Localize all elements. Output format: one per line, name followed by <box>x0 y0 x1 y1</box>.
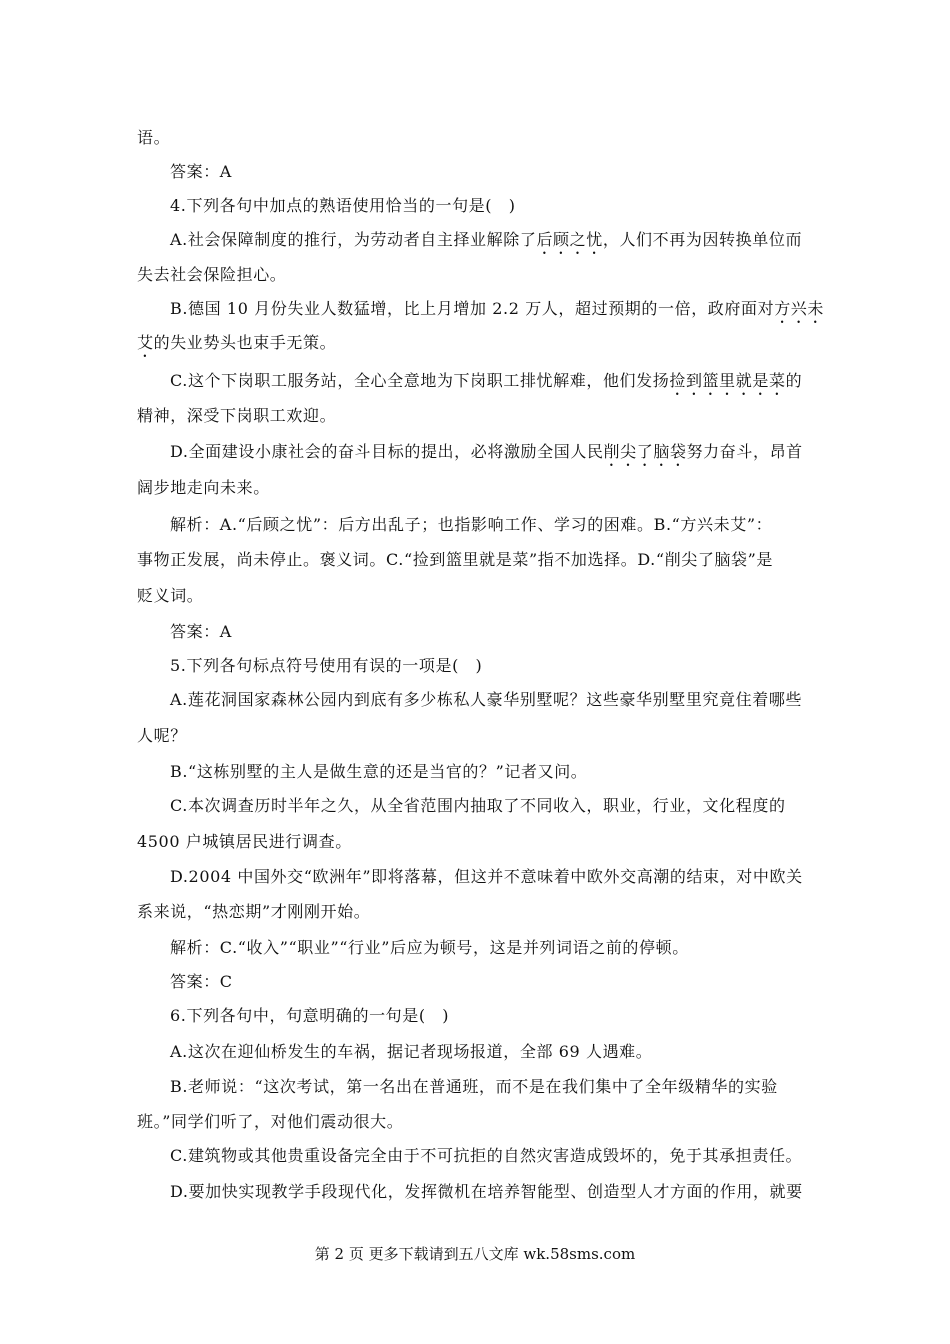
text-line <box>170 795 817 817</box>
text-line <box>137 264 817 286</box>
text-segment: 贬义词。 <box>137 586 204 605</box>
text-line <box>170 937 817 959</box>
text-segment: A.社会保障制度的推行，为劳动者自主择业解除了 <box>170 230 537 249</box>
text-line <box>137 127 817 149</box>
text-segment: 4.下列各句中加点的熟语使用恰当的一句是( ) <box>170 196 516 215</box>
text-segment: 失去社会保险担心。 <box>137 265 287 284</box>
emphasized-idiom: 捡到篮里就是菜 <box>669 371 786 390</box>
text-segment: 人呢？ <box>137 726 187 745</box>
text-line <box>170 195 817 217</box>
text-segment: 6.下列各句中，句意明确的一句是( ) <box>170 1006 450 1025</box>
text-segment: 的失业势头也束手无策。 <box>153 333 337 352</box>
text-line <box>137 901 817 923</box>
text-line <box>170 655 817 677</box>
text-segment: 语。 <box>137 128 171 147</box>
text-line <box>170 689 817 711</box>
text-segment: 班。”同学们听了，对他们震动很大。 <box>137 1112 404 1131</box>
text-segment: C.建筑物或其他贵重设备完全由于不可抗拒的自然灾害造成毁坏的，免于其承担责任。 <box>170 1146 803 1165</box>
text-line <box>170 621 817 643</box>
text-line <box>170 229 817 258</box>
text-segment: D.全面建设小康社会的奋斗目标的提出，必将激励全国人民 <box>170 442 604 461</box>
emphasized-idiom: 削尖了脑袋 <box>603 442 687 461</box>
text-segment: D.要加快实现教学手段现代化，发挥微机在培养智能型、创造型人才方面的作用，就要 <box>170 1182 803 1201</box>
emphasized-idiom: 方兴未 <box>774 299 825 318</box>
text-line <box>137 549 817 571</box>
text-segment: ，人们不再为因转换单位而 <box>602 230 803 249</box>
text-segment: 精神，深受下岗职工欢迎。 <box>137 406 337 425</box>
text-line <box>170 161 817 183</box>
text-line <box>137 585 817 607</box>
text-segment: 答案：C <box>170 972 233 991</box>
text-line <box>170 1005 817 1027</box>
text-line <box>170 1181 817 1203</box>
text-segment: 答案：A <box>170 622 232 641</box>
text-line <box>137 725 817 747</box>
text-line <box>170 761 817 783</box>
text-segment: A.莲花洞国家森林公园内到底有多少栋私人豪华别墅呢？这些豪华别墅里究竟住着哪些 <box>170 690 803 709</box>
text-segment: 4500 户城镇居民进行调查。 <box>137 832 352 851</box>
text-line <box>170 441 817 470</box>
text-line <box>170 514 817 536</box>
text-segment: 的 <box>785 371 803 390</box>
text-segment: 解析：A.“后顾之忧”：后方出乱子；也指影响工作、学习的困难。B.“方兴未艾”： <box>170 515 773 534</box>
text-line <box>170 370 817 399</box>
text-segment: C.本次调查历时半年之久，从全省范围内抽取了不同收入，职业，行业，文化程度的 <box>170 796 786 815</box>
text-segment: D.2004 中国外交“欧洲年”即将落幕，但这并不意味着中欧外交高潮的结束，对中欧关 <box>170 867 803 886</box>
text-line <box>170 1041 817 1063</box>
text-line <box>170 298 825 327</box>
text-segment: 阔步地走向未来。 <box>137 478 270 497</box>
text-segment: A.这次在迎仙桥发生的车祸，据记者现场报道，全部 69 人遇难。 <box>170 1042 653 1061</box>
text-segment: 解析：C.“收入”“职业”“行业”后应为顿号，这是并列词语之前的停顿。 <box>170 938 689 957</box>
text-line <box>170 1076 817 1098</box>
text-line <box>137 332 817 361</box>
text-segment: B.德国 10 月份失业人数猛增，比上月增加 2.2 万人，超过预期的一倍，政府面对 <box>170 299 775 318</box>
text-segment: 5.下列各句标点符号使用有误的一项是( ) <box>170 656 483 675</box>
text-segment: C.这个下岗职工服务站，全心全意地为下岗职工排忧解难，他们发扬 <box>170 371 670 390</box>
page-footer: 第 2 页 更多下载请到五八文库 wk.58sms.com <box>314 1245 636 1263</box>
emphasized-idiom: 后顾之忧 <box>536 230 603 249</box>
text-segment: B.“这栋别墅的主人是做生意的还是当官的？”记者又问。 <box>170 762 588 781</box>
text-line <box>170 1145 817 1167</box>
text-line <box>137 831 817 853</box>
text-line <box>170 866 817 888</box>
text-line <box>170 971 817 993</box>
text-segment: 努力奋斗，昂首 <box>686 442 803 461</box>
text-line <box>137 405 817 427</box>
text-segment: 事物正发展，尚未停止。褒义词。C.“捡到篮里就是菜”指不加选择。D.“削尖了脑袋”是 <box>137 550 774 569</box>
text-segment: 系来说，“热恋期”才刚刚开始。 <box>137 902 371 921</box>
emphasized-idiom: 艾 <box>137 333 154 352</box>
text-segment: 答案：A <box>170 162 232 181</box>
text-line <box>137 1111 817 1133</box>
text-line <box>137 477 817 499</box>
text-segment: B.老师说：“这次考试，第一名出在普通班，而不是在我们集中了全年级精华的实验 <box>170 1077 778 1096</box>
